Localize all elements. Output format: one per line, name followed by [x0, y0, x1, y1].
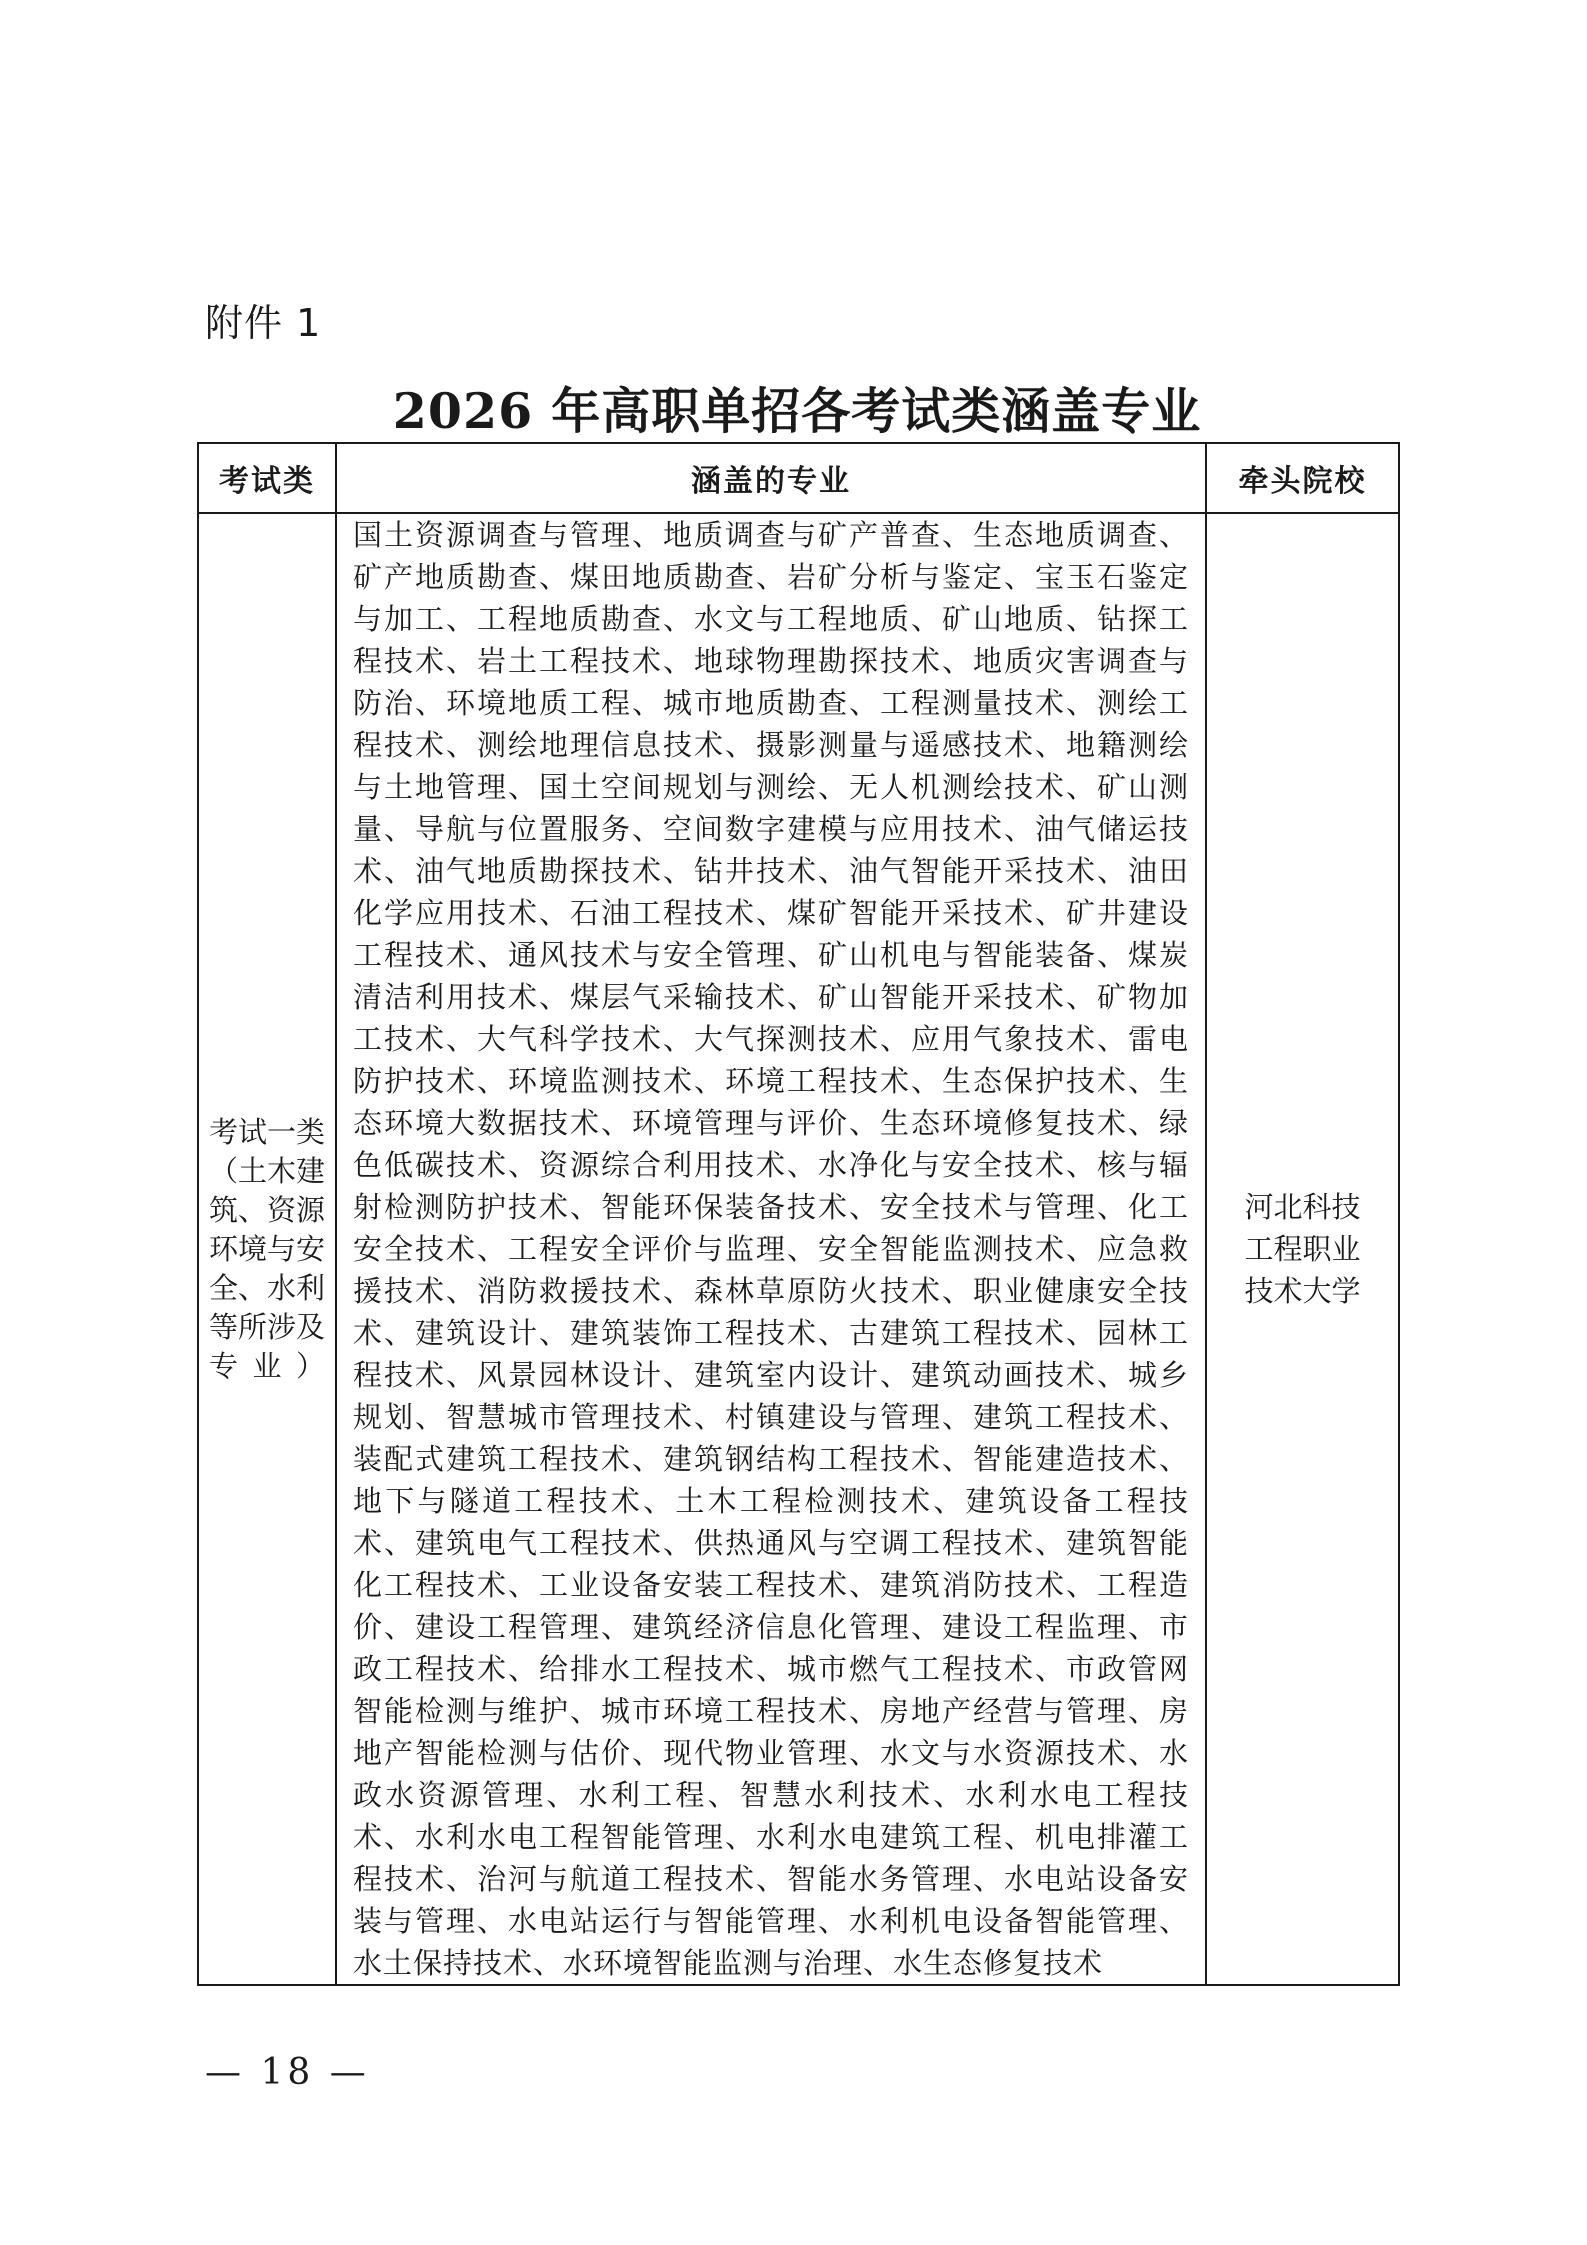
table-row: [198, 513, 1399, 1985]
majors-table: [197, 442, 1400, 1986]
exam-category-cell: 考试一类（土木建筑、资源环境与安全、水利等所涉及专业）: [198, 513, 336, 1985]
header-exam-category: 考试类: [198, 443, 336, 513]
header-covered-majors: 涵盖的专业: [336, 443, 1206, 513]
table-header-row: [198, 443, 1399, 513]
annex-label: 附件 1: [205, 301, 322, 345]
header-lead-school: 牵头院校: [1206, 443, 1399, 513]
lead-school-cell: 河北科技工程职业技术大学: [1206, 513, 1399, 1985]
page-number: — 18 —: [205, 2052, 370, 2093]
document-title: 2026 年高职单招各考试类涵盖专业: [392, 382, 1202, 440]
covered-majors-cell: 国土资源调查与管理、地质调查与矿产普查、生态地质调查、矿产地质勘查、煤田地质勘查、岩矿分析与鉴定、宝玉石鉴定与加工、工程地质勘查、水文与工程地质、矿山地质、钻探工程技术、岩土工程技术、地球物理勘探技术、地质灾害调查与防治、环境地质工程、城市地质勘查、工程测量技术、测绘工程技术、测绘地理信息技术、摄影测量与遥感技术、地籍测绘与土地管理、国土空间规划与测绘、无人机测绘技术、矿山测量、导航与位置服务、空间数字建模与应用技术、油气储运技术、油气地质勘探技术、钻井技术、油气智能开采技术、油田化学应用技术、石油工程技术、煤矿智能开采技术、矿井建设工程技术、通风技术与安全管理、矿山机电与智能装备、煤炭清洁利用技术、煤层气采输技术、矿山智能开采技术、矿物加工技术、大气科学技术、大气探测技术、应用气象技术、雷电防护技术、环境监测技术、环境工程技术、生态保护技术、生态环境大数据技术、环境管理与评价、生态环境修复技术、绿色低碳技术、资源综合利用技术、水净化与安全技术、核与辐射检测防护技术、智能环保装备技术、安全技术与管理、化工安全技术、工程安全评价与监理、安全智能监测技术、应急救援技术、消防救援技术、森林草原防火技术、职业健康安全技术、建筑设计、建筑装饰工程技术、古建筑工程技术、园林工程技术、风景园林设计、建筑室内设计、建筑动画技术、城乡规划、智慧城市管理技术、村镇建设与管理、建筑工程技术、装配式建筑工程技术、建筑钢结构工程技术、智能建造技术、地下与隧道工程技术、土木工程检测技术、建筑设备工程技术、建筑电气工程技术、供热通风与空调工程技术、建筑智能化工程技术、工业设备安装工程技术、建筑消防技术、工程造价、建设工程管理、建筑经济信息化管理、建设工程监理、市政工程技术、给排水工程技术、城市燃气工程技术、市政管网智能检测与维护、城市环境工程技术、房地产经营与管理、房地产智能检测与估价、现代物业管理、水文与水资源技术、水政水资源管理、水利工程、智慧水利技术、水利水电工程技术、水利水电工程智能管理、水利水电建筑工程、机电排灌工程技术、治河与航道工程技术、智能水务管理、水电站设备安装与管理、水电站运行与智能管理、水利机电设备智能管理、水土保持技术、水环境智能监测与治理、水生态修复技术: [336, 513, 1206, 1985]
